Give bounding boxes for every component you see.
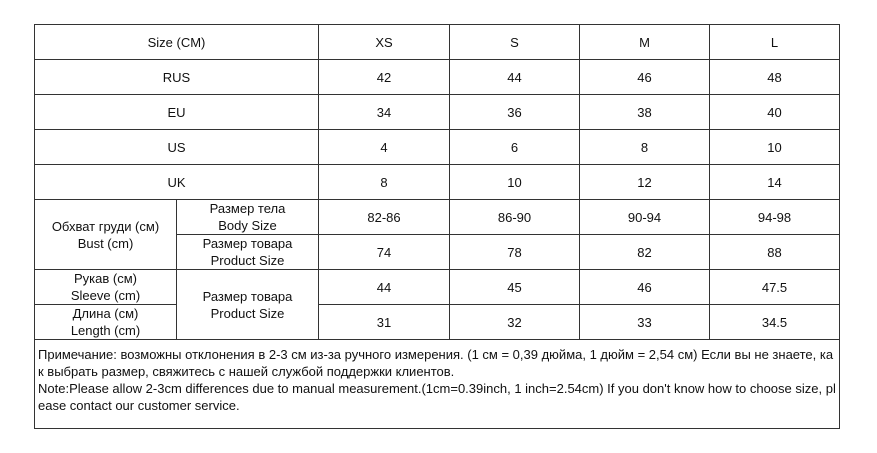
table-cell: 86-90 bbox=[450, 200, 580, 235]
table-cell: 90-94 bbox=[580, 200, 710, 235]
table-cell: 40 bbox=[710, 95, 840, 130]
table-cell: 44 bbox=[450, 60, 580, 95]
uk-label: UK bbox=[35, 165, 319, 200]
table-cell: 47.5 bbox=[710, 270, 840, 305]
product-size-label-en: Product Size bbox=[210, 253, 285, 268]
product-size-shared-label bbox=[177, 270, 319, 340]
sleeve-row bbox=[35, 270, 840, 305]
length-label bbox=[35, 305, 177, 340]
table-cell: 46 bbox=[580, 60, 710, 95]
table-cell: 12 bbox=[580, 165, 710, 200]
bust-label bbox=[35, 200, 177, 270]
note-ru: Примечание: возможны отклонения в 2-3 см из-за ручного измерения. (1 см = 0,39 дюйма, 1 дюйм = 2,54 см) Если вы не знаете, как выбрать размер, свяжитесь с нашей службой поддержки клиентов. bbox=[38, 347, 834, 379]
table-cell: 36 bbox=[450, 95, 580, 130]
length-label-en: Length (cm) bbox=[70, 323, 141, 338]
table-cell: 8 bbox=[580, 130, 710, 165]
table-cell: 4 bbox=[319, 130, 450, 165]
sleeve-label-en: Sleeve (cm) bbox=[70, 288, 141, 303]
table-cell: 42 bbox=[319, 60, 450, 95]
us-row bbox=[35, 130, 840, 165]
table-cell: 33 bbox=[580, 305, 710, 340]
table-cell: 74 bbox=[319, 235, 450, 270]
body-size-label-ru: Размер тела bbox=[209, 201, 286, 216]
note-row bbox=[35, 340, 840, 429]
size-m-header: M bbox=[580, 25, 710, 60]
table-cell: 32 bbox=[450, 305, 580, 340]
table-cell: 10 bbox=[710, 130, 840, 165]
product-size-shared-ru: Размер товара bbox=[202, 288, 293, 304]
table-cell: 46 bbox=[580, 270, 710, 305]
sleeve-label bbox=[35, 270, 177, 305]
body-size-label-en: Body Size bbox=[218, 218, 277, 233]
table-cell: 78 bbox=[450, 235, 580, 270]
table-cell: 10 bbox=[450, 165, 580, 200]
uk-row bbox=[35, 165, 840, 200]
table-cell: 8 bbox=[319, 165, 450, 200]
bust-body-row bbox=[35, 200, 840, 235]
rus-row bbox=[35, 60, 840, 95]
rus-label: RUS bbox=[35, 60, 319, 95]
table-cell: 44 bbox=[319, 270, 450, 305]
table-cell: 88 bbox=[710, 235, 840, 270]
header-row bbox=[35, 25, 840, 60]
table-cell: 38 bbox=[580, 95, 710, 130]
size-s-header: S bbox=[450, 25, 580, 60]
product-size-shared-en: Product Size bbox=[210, 305, 285, 321]
sleeve-label-ru: Рукав (см) bbox=[74, 271, 137, 286]
eu-label: EU bbox=[35, 95, 319, 130]
table-cell: 48 bbox=[710, 60, 840, 95]
table-cell: 45 bbox=[450, 270, 580, 305]
table-cell: 82-86 bbox=[319, 200, 450, 235]
product-size-label-ru: Размер товара bbox=[202, 236, 293, 251]
eu-row bbox=[35, 95, 840, 130]
bust-label-en: Bust (cm) bbox=[77, 235, 134, 251]
length-label-ru: Длина (см) bbox=[72, 306, 139, 321]
table-cell: 34 bbox=[319, 95, 450, 130]
us-label: US bbox=[35, 130, 319, 165]
table-cell: 6 bbox=[450, 130, 580, 165]
table-cell: 94-98 bbox=[710, 200, 840, 235]
table-cell: 31 bbox=[319, 305, 450, 340]
size-cm-header: Size (CM) bbox=[35, 25, 319, 60]
bust-label-ru: Обхват груди (см) bbox=[51, 218, 160, 234]
product-size-label bbox=[177, 235, 319, 270]
length-row bbox=[35, 305, 840, 340]
size-xs-header: XS bbox=[319, 25, 450, 60]
size-l-header: L bbox=[710, 25, 840, 60]
table-cell: 34.5 bbox=[710, 305, 840, 340]
table-cell: 82 bbox=[580, 235, 710, 270]
table-cell: 14 bbox=[710, 165, 840, 200]
note-en: Note:Please allow 2-3cm differences due to manual measurement.(1cm=0.39inch, 1 inch=2.54cm) If you don't know how to choose size, please contact our customer service. bbox=[38, 381, 836, 413]
measurement-note bbox=[35, 340, 840, 429]
size-chart-table bbox=[34, 24, 840, 429]
body-size-label bbox=[177, 200, 319, 235]
